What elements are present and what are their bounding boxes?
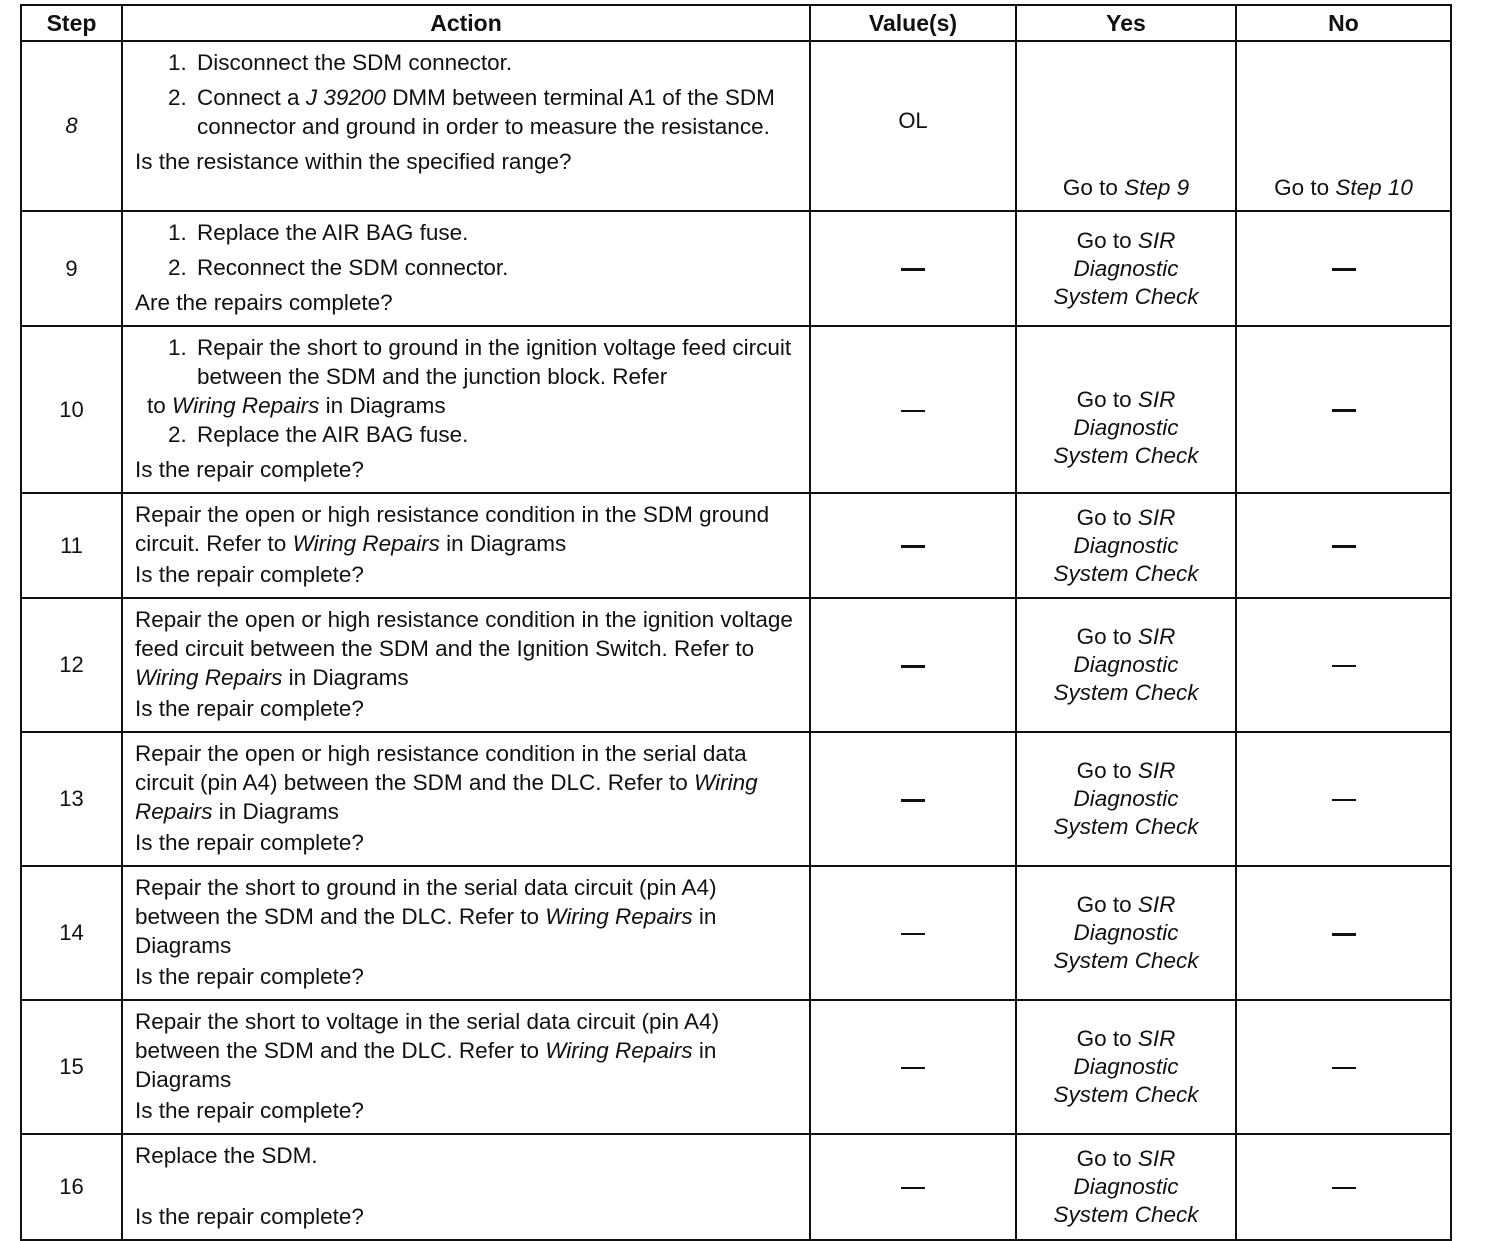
yes-cell: Go to SIR Diagnostic System Check bbox=[1016, 326, 1236, 493]
action-question: Is the repair complete? bbox=[135, 964, 364, 989]
action-cell bbox=[122, 326, 810, 493]
dash bbox=[1332, 268, 1356, 271]
value-cell: OL bbox=[810, 41, 1016, 211]
action-question: Are the repairs complete? bbox=[135, 290, 393, 315]
dash bbox=[901, 545, 925, 548]
value-cell bbox=[810, 1000, 1016, 1134]
dash bbox=[901, 268, 925, 271]
header-row bbox=[21, 5, 1451, 41]
yes-cell: Go to SIR Diagnostic System Check bbox=[1016, 1000, 1236, 1134]
action-question: Is the repair complete? bbox=[135, 696, 364, 721]
yes-cell: Go to SIR Diagnostic System Check bbox=[1016, 866, 1236, 1000]
no-cell bbox=[1236, 326, 1451, 493]
dash bbox=[1332, 933, 1356, 936]
yes-cell: Go to Step 9 bbox=[1016, 41, 1236, 211]
value-cell bbox=[810, 598, 1016, 732]
wiring-repairs-link[interactable]: Wiring Repairs bbox=[545, 904, 693, 929]
table-row bbox=[21, 1134, 1451, 1240]
no-cell: Go to Step 10 bbox=[1236, 41, 1451, 211]
no-cell bbox=[1236, 866, 1451, 1000]
no-cell bbox=[1236, 1000, 1451, 1134]
step-number: 12 bbox=[21, 598, 122, 732]
table-row bbox=[21, 866, 1451, 1000]
header-values: Value(s) bbox=[810, 5, 1016, 41]
no-cell bbox=[1236, 493, 1451, 598]
dash bbox=[901, 1187, 925, 1189]
action-question: Is the repair complete? bbox=[135, 1098, 364, 1123]
action-question: Is the repair complete? bbox=[135, 562, 364, 587]
value-cell bbox=[810, 1134, 1016, 1240]
action-question: Is the repair complete? bbox=[135, 1204, 364, 1229]
table-row bbox=[21, 598, 1451, 732]
action-cell: Repair the short to voltage in the serial data circuit (pin A4) between the SDM and the DLC. Refer to Wiring Repairs in Diagrams Is the repair complete? bbox=[122, 1000, 810, 1134]
action-question: Is the repair complete? bbox=[135, 457, 364, 482]
dash bbox=[901, 933, 925, 935]
dash bbox=[1332, 545, 1356, 548]
step-number: 14 bbox=[21, 866, 122, 1000]
tool-ref: J 39200 bbox=[305, 85, 386, 110]
no-cell bbox=[1236, 732, 1451, 866]
table-row bbox=[21, 41, 1451, 211]
dash bbox=[1332, 1187, 1356, 1189]
action-cell bbox=[122, 211, 810, 326]
yes-cell: Go to SIR Diagnostic System Check bbox=[1016, 211, 1236, 326]
sir-link[interactable]: SIR bbox=[1137, 227, 1176, 253]
dash bbox=[1332, 1067, 1356, 1069]
value-cell bbox=[810, 211, 1016, 326]
step-number: 13 bbox=[21, 732, 122, 866]
action-text: Replace the SDM. bbox=[135, 1143, 318, 1168]
action-cell bbox=[122, 1134, 810, 1240]
step-number: 16 bbox=[21, 1134, 122, 1240]
action-list-item: 1. Replace the AIR BAG fuse. bbox=[193, 218, 801, 247]
wiring-repairs-link[interactable]: Wiring Repairs bbox=[135, 665, 283, 690]
action-cell bbox=[122, 41, 810, 211]
table-row bbox=[21, 326, 1451, 493]
step-link[interactable]: Step 9 bbox=[1124, 175, 1190, 200]
value-cell bbox=[810, 866, 1016, 1000]
action-list-item: 1. Disconnect the SDM connector. bbox=[193, 48, 801, 77]
action-cell: Repair the open or high resistance condition in the SDM ground circuit. Refer to Wiring Repairs in Diagrams Is the repair complete? bbox=[122, 493, 810, 598]
step-number: 9 bbox=[21, 211, 122, 326]
dash bbox=[1332, 799, 1356, 801]
no-cell bbox=[1236, 1134, 1451, 1240]
action-list-item: 1. Repair the short to ground in the ignition voltage feed circuit between the SDM and the junction block. Refer bbox=[193, 333, 801, 391]
wiring-repairs-link[interactable]: Wiring Repairs bbox=[292, 531, 440, 556]
sir-link[interactable]: SIR bbox=[1137, 504, 1176, 530]
dash bbox=[901, 1067, 925, 1069]
header-no: No bbox=[1236, 5, 1451, 41]
action-cell: Repair the open or high resistance condition in the serial data circuit (pin A4) between the SDM and the DLC. Refer to Wiring Repairs in Diagrams Is the repair complete? bbox=[122, 732, 810, 866]
no-cell bbox=[1236, 211, 1451, 326]
diagnostic-table bbox=[20, 4, 1452, 1241]
header-action: Action bbox=[122, 5, 810, 41]
action-question: Is the repair complete? bbox=[135, 830, 364, 855]
wiring-repairs-link[interactable]: Wiring Repairs bbox=[172, 393, 320, 418]
dash bbox=[901, 410, 925, 412]
dash bbox=[901, 799, 925, 802]
value-cell bbox=[810, 493, 1016, 598]
sir-link[interactable]: SIR bbox=[1137, 386, 1176, 412]
refer-line: to Wiring Repairs in Diagrams bbox=[147, 393, 446, 418]
step-number: 15 bbox=[21, 1000, 122, 1134]
sir-link[interactable]: SIR bbox=[1137, 892, 1176, 917]
wiring-repairs-link[interactable]: Wiring Repairs bbox=[135, 770, 758, 824]
step-number: 8 bbox=[21, 41, 122, 211]
sir-link[interactable]: SIR bbox=[1137, 624, 1176, 649]
step-number: 10 bbox=[21, 326, 122, 493]
action-cell: Repair the open or high resistance condition in the ignition voltage feed circuit between the SDM and the Ignition Switch. Refer to Wiring Repairs in Diagrams Is the repair complete? bbox=[122, 598, 810, 732]
dash bbox=[1332, 665, 1356, 667]
dash bbox=[901, 665, 925, 668]
wiring-repairs-link[interactable]: Wiring Repairs bbox=[545, 1038, 693, 1063]
table-row bbox=[21, 732, 1451, 866]
no-cell bbox=[1236, 598, 1451, 732]
sir-link[interactable]: SIR bbox=[1137, 1026, 1176, 1051]
table-row bbox=[21, 1000, 1451, 1134]
table-row bbox=[21, 493, 1451, 598]
action-list-item: 2. Reconnect the SDM connector. bbox=[193, 253, 801, 282]
header-yes: Yes bbox=[1016, 5, 1236, 41]
action-list-item: 2. Replace the AIR BAG fuse. bbox=[193, 420, 801, 449]
yes-cell: Go to SIR Diagnostic System Check bbox=[1016, 598, 1236, 732]
action-list-item: 2. Connect a J 39200 DMM between terminal A1 of the SDM connector and ground in order to measure the resistance. bbox=[193, 83, 801, 141]
step-link[interactable]: Step 10 bbox=[1335, 175, 1413, 200]
yes-cell: Go to SIR Diagnostic System Check bbox=[1016, 493, 1236, 598]
dash bbox=[1332, 409, 1356, 412]
sir-link[interactable]: SIR bbox=[1137, 1146, 1176, 1171]
header-step: Step bbox=[21, 5, 122, 41]
action-cell: Repair the short to ground in the serial data circuit (pin A4) between the SDM and the DLC. Refer to Wiring Repairs in Diagrams Is the repair complete? bbox=[122, 866, 810, 1000]
value-cell bbox=[810, 732, 1016, 866]
yes-cell: Go to SIR Diagnostic System Check bbox=[1016, 732, 1236, 866]
table-row bbox=[21, 211, 1451, 326]
value-cell bbox=[810, 326, 1016, 493]
step-number: 11 bbox=[21, 493, 122, 598]
yes-cell: Go to SIR Diagnostic System Check bbox=[1016, 1134, 1236, 1240]
action-question: Is the resistance within the specified range? bbox=[135, 149, 572, 174]
sir-link[interactable]: SIR bbox=[1137, 758, 1176, 783]
